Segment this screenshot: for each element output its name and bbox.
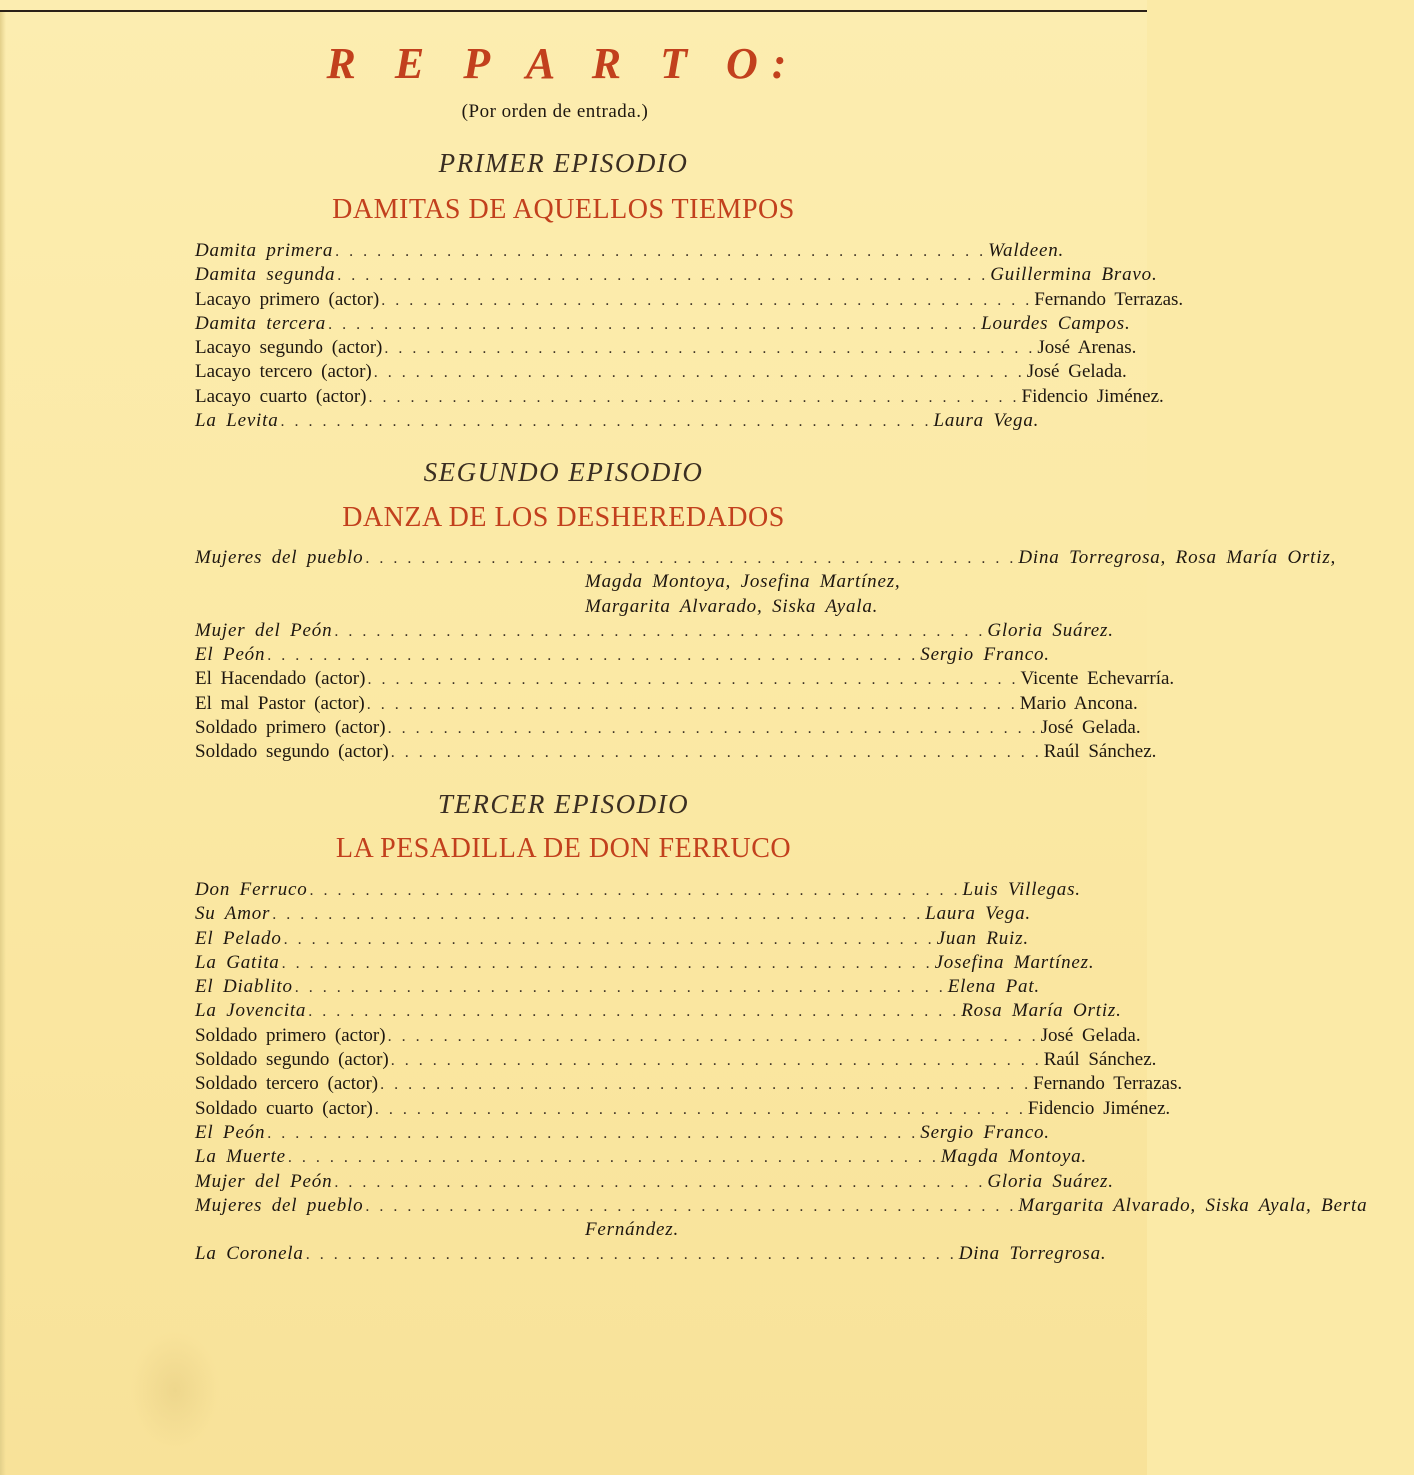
cast-row: [195, 385, 1164, 409]
cast-role: Soldado segundo (actor): [195, 1049, 389, 1071]
dot-leader: . . . . . . . . . . . . . . . . . . . . . . . . . . . . . . . . . . . . . . . . . . . . . . .: [334, 1173, 986, 1191]
dot-leader: . . . . . . . . . . . . . . . . . . . . . . . . . . . . . . . . . . . . . . . . . . . . . . .: [272, 906, 924, 924]
cast-role: Su Amor: [195, 903, 271, 925]
cast-role: Soldado cuarto (actor): [195, 1097, 373, 1119]
dot-leader: . . . . . . . . . . . . . . . . . . . . . . . . . . . . . . . . . . . . . . . . . . . . . . .: [381, 291, 1033, 309]
cast-row: [195, 288, 1184, 312]
cast-actor: Laura Vega.: [925, 903, 1031, 925]
cast-actor: Waldeen.: [988, 240, 1065, 261]
cast-row: [195, 263, 1158, 287]
cast-role: La Jovencita: [195, 1000, 307, 1022]
cast-role: Soldado primero (actor): [195, 717, 386, 739]
episode-2-label: SEGUNDO EPISODIO: [423, 457, 704, 487]
cast-row: [195, 1145, 1087, 1169]
cast-actor: Dina Torregrosa, Rosa María Ortiz,: [1018, 547, 1337, 568]
cast-row: [195, 1242, 1107, 1266]
dot-leader: . . . . . . . . . . . . . . . . . . . . . . . . . . . . . . . . . . . . . . . . . . . . . . .: [374, 1100, 1026, 1118]
dot-leader: . . . . . . . . . . . . . . . . . . . . . . . . . . . . . . . . . . . . . . . . . . . . . . .: [287, 1149, 939, 1167]
cast-actor: José Gelada.: [1040, 1024, 1141, 1046]
cast-actor: Fernando Terrazas.: [1033, 1073, 1183, 1095]
dot-leader: . . . . . . . . . . . . . . . . . . . . . . . . . . . . . . . . . . . . . . . . . . . . . . .: [267, 647, 919, 665]
dot-leader: . . . . . . . . . . . . . . . . . . . . . . . . . . . . . . . . . . . . . . . . . . . . . . .: [390, 744, 1042, 762]
episode-3-title: LA PESADILLA DE DON FERRUCO: [335, 833, 792, 864]
cast-role: Soldado tercero (actor): [195, 1073, 379, 1095]
cast-row: [195, 1170, 1114, 1194]
dot-leader: . . . . . . . . . . . . . . . . . . . . . . . . . . . . . . . . . . . . . . . . . . . . . . .: [267, 1124, 919, 1142]
cast-role: Soldado segundo (actor): [195, 741, 389, 763]
cast-actor: Vicente Echevarría.: [1020, 668, 1175, 690]
cast-actor: Gloria Suárez.: [987, 619, 1114, 641]
cast-role: El Pelado: [195, 927, 282, 949]
cast-row: [195, 692, 1138, 716]
dot-leader: . . . . . . . . . . . . . . . . . . . . . . . . . . . . . . . . . . . . . . . . . . . . . . .: [280, 413, 932, 431]
cast-row: [195, 878, 1081, 902]
episode-3-label: TERCER EPISODIO: [437, 789, 690, 819]
cast-role: Damita segunda: [195, 264, 336, 286]
cast-role: Damita tercera: [195, 312, 327, 334]
cast-actor: Elena Pat.: [947, 976, 1040, 998]
cast-row: [195, 546, 1337, 570]
dot-leader: . . . . . . . . . . . . . . . . . . . . . . . . . . . . . . . . . . . . . . . . . . . . . . .: [337, 267, 989, 285]
cast-actor: Gloria Suárez.: [987, 1170, 1114, 1192]
dot-leader: . . . . . . . . . . . . . . . . . . . . . . . . . . . . . . . . . . . . . . . . . . . . . . .: [294, 979, 946, 997]
cast-actor: Magda Montoya, Josefina Martínez,: [585, 571, 901, 593]
dot-leader: . . . . . . . . . . . . . . . . . . . . . . . . . . . . . . . . . . . . . . . . . . . . . . .: [367, 671, 1019, 689]
cast-actor: José Arenas.: [1037, 337, 1137, 359]
cast-role: Soldado primero (actor): [195, 1024, 386, 1046]
dot-leader: . . . . . . . . . . . . . . . . . . . . . . . . . . . . . . . . . . . . . . . . . . . . . . .: [387, 1027, 1039, 1045]
cast-actor: José Gelada.: [1040, 717, 1141, 739]
cast-row: [195, 1048, 1157, 1072]
dot-leader: . . . . . . . . . . . . . . . . . . . . . . . . . . . . . . . . . . . . . . . . . . . . . . .: [387, 720, 1039, 738]
cast-role: Lacayo primero (actor): [195, 288, 380, 310]
episode-1-title: DAMITAS DE AQUELLOS TIEMPOS: [332, 194, 795, 225]
cast-row: [195, 1072, 1183, 1096]
dot-leader: . . . . . . . . . . . . . . . . . . . . . . . . . . . . . . . . . . . . . . . . . . . . . . .: [390, 1052, 1042, 1070]
cast-role: El Diablito: [195, 976, 293, 998]
page-title: R E P A R T O:: [326, 39, 801, 88]
cast-row: [195, 951, 1095, 975]
cast-actor: Margarita Alvarado, Siska Ayala.: [585, 595, 879, 617]
cast-row: [195, 239, 1065, 263]
cast-row: [195, 643, 1050, 667]
cast-role: Lacayo tercero (actor): [195, 361, 372, 383]
cast-role: La Levita: [195, 410, 279, 432]
cast-row: [195, 927, 1029, 951]
dot-leader: . . . . . . . . . . . . . . . . . . . . . . . . . . . . . . . . . . . . . . . . . . . . . . .: [335, 243, 987, 260]
dot-leader: . . . . . . . . . . . . . . . . . . . . . . . . . . . . . . . . . . . . . . . . . . . . . . .: [281, 954, 933, 972]
cast-role: Mujeres del pueblo: [195, 1194, 364, 1216]
cast-actor: Laura Vega.: [933, 410, 1040, 432]
cast-actor: Magda Montoya.: [940, 1146, 1087, 1168]
cast-row: [195, 1218, 955, 1242]
cast-row: [195, 902, 1031, 926]
cast-actor: Lourdes Campos.: [981, 312, 1131, 334]
cast-actor: Fernández.: [585, 1219, 680, 1241]
dot-leader: . . . . . . . . . . . . . . . . . . . . . . . . . . . . . . . . . . . . . . . . . . . . . . .: [373, 364, 1025, 382]
cast-role: El Peón: [195, 1121, 266, 1143]
cast-actor: Margarita Alvarado, Siska Ayala, Berta: [1018, 1194, 1368, 1216]
cast-actor: Rosa María Ortiz.: [961, 1000, 1122, 1022]
dot-leader: . . . . . . . . . . . . . . . . . . . . . . . . . . . . . . . . . . . . . . . . . . . . . . .: [305, 1246, 957, 1264]
cast-role: Mujer del Peón: [195, 1170, 333, 1192]
cast-role: Damita primera: [195, 240, 334, 261]
cast-row: [195, 740, 1157, 764]
cast-actor: Juan Ruiz.: [936, 927, 1029, 949]
cast-actor: Sergio Franco.: [920, 1121, 1050, 1143]
cast-actor: Josefina Martínez.: [934, 951, 1095, 973]
cast-row: [195, 1194, 1368, 1218]
cast-actor: Mario Ancona.: [1019, 692, 1138, 714]
cast-role: Mujer del Peón: [195, 619, 333, 641]
page-subtitle: (Por orden de entrada.): [461, 101, 649, 122]
dot-leader: . . . . . . . . . . . . . . . . . . . . . . . . . . . . . . . . . . . . . . . . . . . . . . .: [380, 1076, 1032, 1094]
cast-role: El mal Pastor (actor): [195, 692, 365, 714]
cast-actor: Fidencio Jiménez.: [1021, 385, 1164, 407]
cast-row: [195, 1097, 1171, 1121]
cast-row: [195, 619, 1114, 643]
cast-role: Lacayo segundo (actor): [195, 337, 383, 359]
cast-actor: Sergio Franco.: [920, 644, 1050, 666]
episode-2-title: DANZA DE LOS DESHEREDADOS: [342, 502, 785, 533]
cast-actor: Fidencio Jiménez.: [1027, 1097, 1171, 1119]
dot-leader: . . . . . . . . . . . . . . . . . . . . . . . . . . . . . . . . . . . . . . . . . . . . . . .: [366, 695, 1018, 713]
cast-row: [195, 312, 1131, 336]
cast-row: [195, 1121, 1050, 1145]
paper-stain: [130, 1330, 220, 1450]
cast-role: La Gatita: [195, 951, 280, 973]
dot-leader: . . . . . . . . . . . . . . . . . . . . . . . . . . . . . . . . . . . . . . . . . . . . . . .: [368, 388, 1020, 406]
dot-leader: . . . . . . . . . . . . . . . . . . . . . . . . . . . . . . . . . . . . . . . . . . . . . . .: [309, 882, 961, 899]
cast-row: [195, 360, 1127, 384]
cast-actor: Dina Torregrosa.: [958, 1243, 1107, 1265]
cast-actor: Guillermina Bravo.: [990, 264, 1158, 286]
cast-actor: Raúl Sánchez.: [1043, 1049, 1157, 1071]
cast-role: Mujeres del pueblo: [195, 547, 364, 568]
cast-row: [195, 999, 1122, 1023]
cast-actor: Raúl Sánchez.: [1043, 741, 1157, 763]
left-edge: [0, 12, 6, 1475]
cast-row: [195, 595, 955, 619]
cast-row: [195, 716, 1141, 740]
cast-role: La Coronela: [195, 1243, 304, 1265]
episode-3-cast: [195, 878, 1368, 1267]
dot-leader: . . . . . . . . . . . . . . . . . . . . . . . . . . . . . . . . . . . . . . . . . . . . . . .: [283, 930, 935, 948]
episode-1-label: PRIMER EPISODIO: [438, 148, 689, 178]
dot-leader: . . . . . . . . . . . . . . . . . . . . . . . . . . . . . . . . . . . . . . . . . . . . . . .: [334, 622, 986, 640]
cast-row: [195, 336, 1137, 360]
cast-actor: Fernando Terrazas.: [1034, 288, 1184, 310]
cast-role: Lacayo cuarto (actor): [195, 385, 367, 407]
dot-leader: . . . . . . . . . . . . . . . . . . . . . . . . . . . . . . . . . . . . . . . . . . . . . . .: [384, 340, 1036, 358]
cast-row: [195, 570, 955, 594]
cast-role: El Hacendado (actor): [195, 668, 366, 690]
episode-1-cast: [195, 239, 1184, 433]
cast-role: El Peón: [195, 644, 266, 666]
cast-role: La Muerte: [195, 1146, 286, 1168]
top-rule: [0, 10, 1147, 12]
dot-leader: . . . . . . . . . . . . . . . . . . . . . . . . . . . . . . . . . . . . . . . . . . . . . . .: [328, 315, 980, 333]
cast-row: [195, 1024, 1141, 1048]
cast-row: [195, 975, 1040, 999]
cast-actor: José Gelada.: [1026, 361, 1127, 383]
dot-leader: . . . . . . . . . . . . . . . . . . . . . . . . . . . . . . . . . . . . . . . . . . . . . . .: [365, 1197, 1017, 1215]
dot-leader: . . . . . . . . . . . . . . . . . . . . . . . . . . . . . . . . . . . . . . . . . . . . . . .: [308, 1003, 960, 1021]
dot-leader: . . . . . . . . . . . . . . . . . . . . . . . . . . . . . . . . . . . . . . . . . . . . . . .: [365, 550, 1017, 567]
cast-role: Don Ferruco: [195, 879, 308, 900]
cast-row: [195, 409, 1040, 433]
episode-2-cast: [195, 546, 1337, 765]
cast-row: [195, 667, 1175, 691]
cast-actor: Luis Villegas.: [962, 879, 1081, 900]
